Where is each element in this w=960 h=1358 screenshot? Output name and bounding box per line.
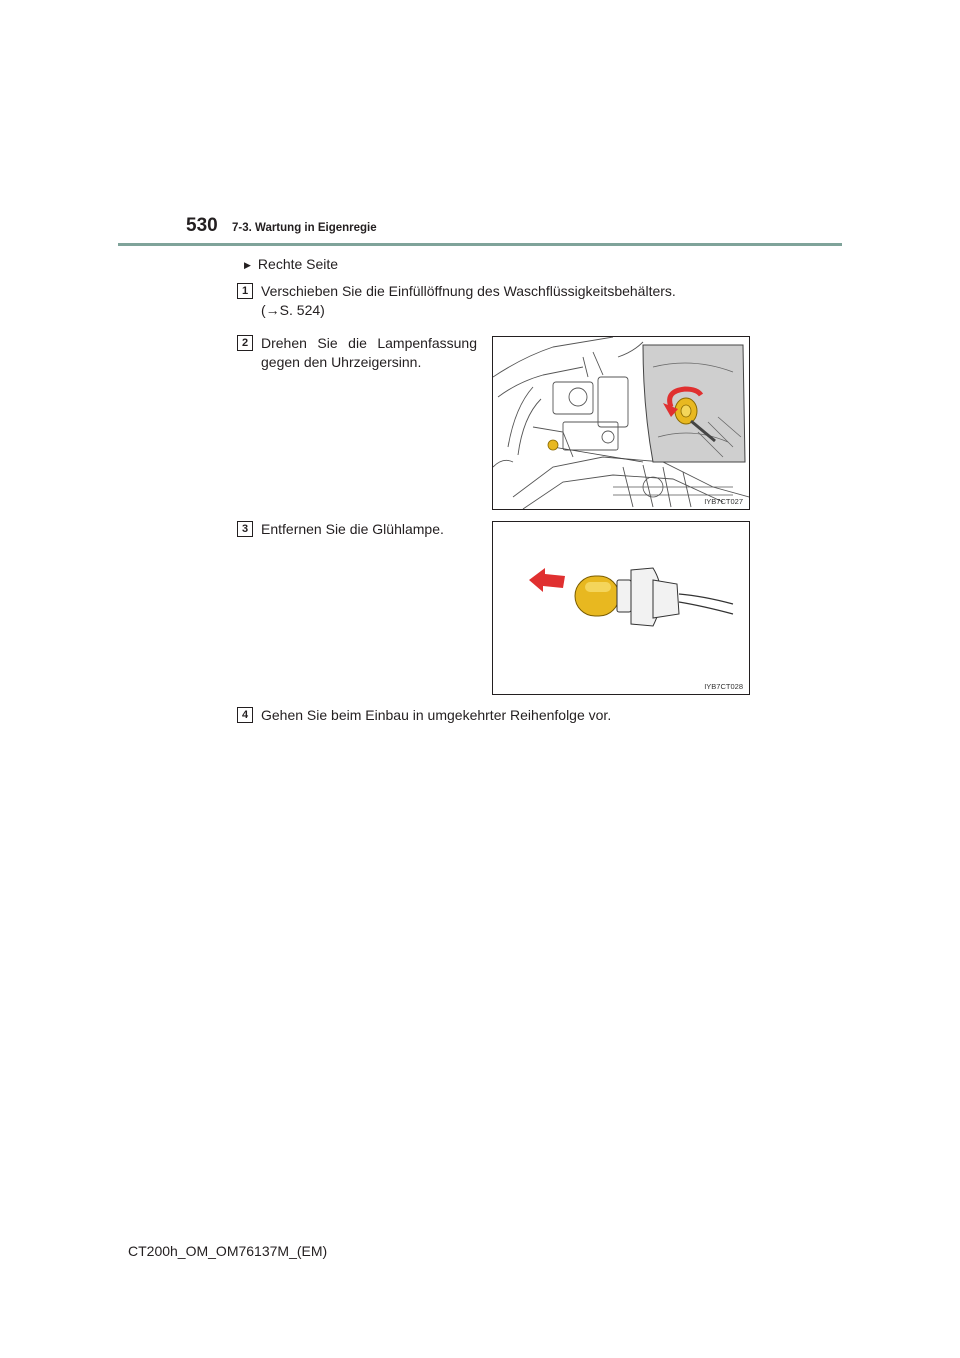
page-number: 530	[186, 215, 218, 236]
figure-code-2: IYB7CT028	[704, 682, 743, 691]
step-text-1	[261, 282, 676, 320]
removal-arrow	[529, 568, 565, 592]
subheading-text: Rechte Seite	[257, 256, 339, 272]
figure-code-1: IYB7CT027	[704, 497, 743, 506]
figure-engine-bay	[492, 336, 750, 510]
bulb-socket	[617, 568, 679, 626]
step-text-2	[261, 334, 477, 372]
step-text-1-line1: Verschieben Sie die Einfüllöffnung des Waschflüssigkeitsbehälters.	[261, 283, 676, 299]
step-text-1-line2: (→S. 524)	[261, 302, 325, 318]
figure-bulb-removal	[492, 521, 750, 695]
bulb-glass	[575, 576, 619, 616]
triangle-bullet-icon: ▶	[244, 260, 251, 270]
subheading	[244, 256, 338, 272]
step-number-1: 1	[237, 283, 253, 299]
header-rule	[118, 243, 842, 246]
section-title: 7-3. Wartung in Eigenregie	[232, 222, 377, 234]
engine-bay-illustration	[493, 337, 749, 509]
step-text-4: Gehen Sie beim Einbau in umgekehrter Reihenfolge vor.	[261, 707, 612, 723]
step-text-3: Entfernen Sie die Glühlampe.	[261, 521, 444, 537]
step-text-2-line1: Drehen Sie die Lampenfassung	[261, 335, 477, 351]
step-number-2: 2	[237, 335, 253, 351]
step-text-2-line2: gegen den Uhrzeigersinn.	[261, 354, 422, 370]
step-number-4: 4	[237, 707, 253, 723]
footer-doc-code: CT200h_OM_OM76137M_(EM)	[128, 1243, 328, 1259]
bulb-removal-illustration	[493, 522, 749, 694]
step-number-3: 3	[237, 521, 253, 537]
